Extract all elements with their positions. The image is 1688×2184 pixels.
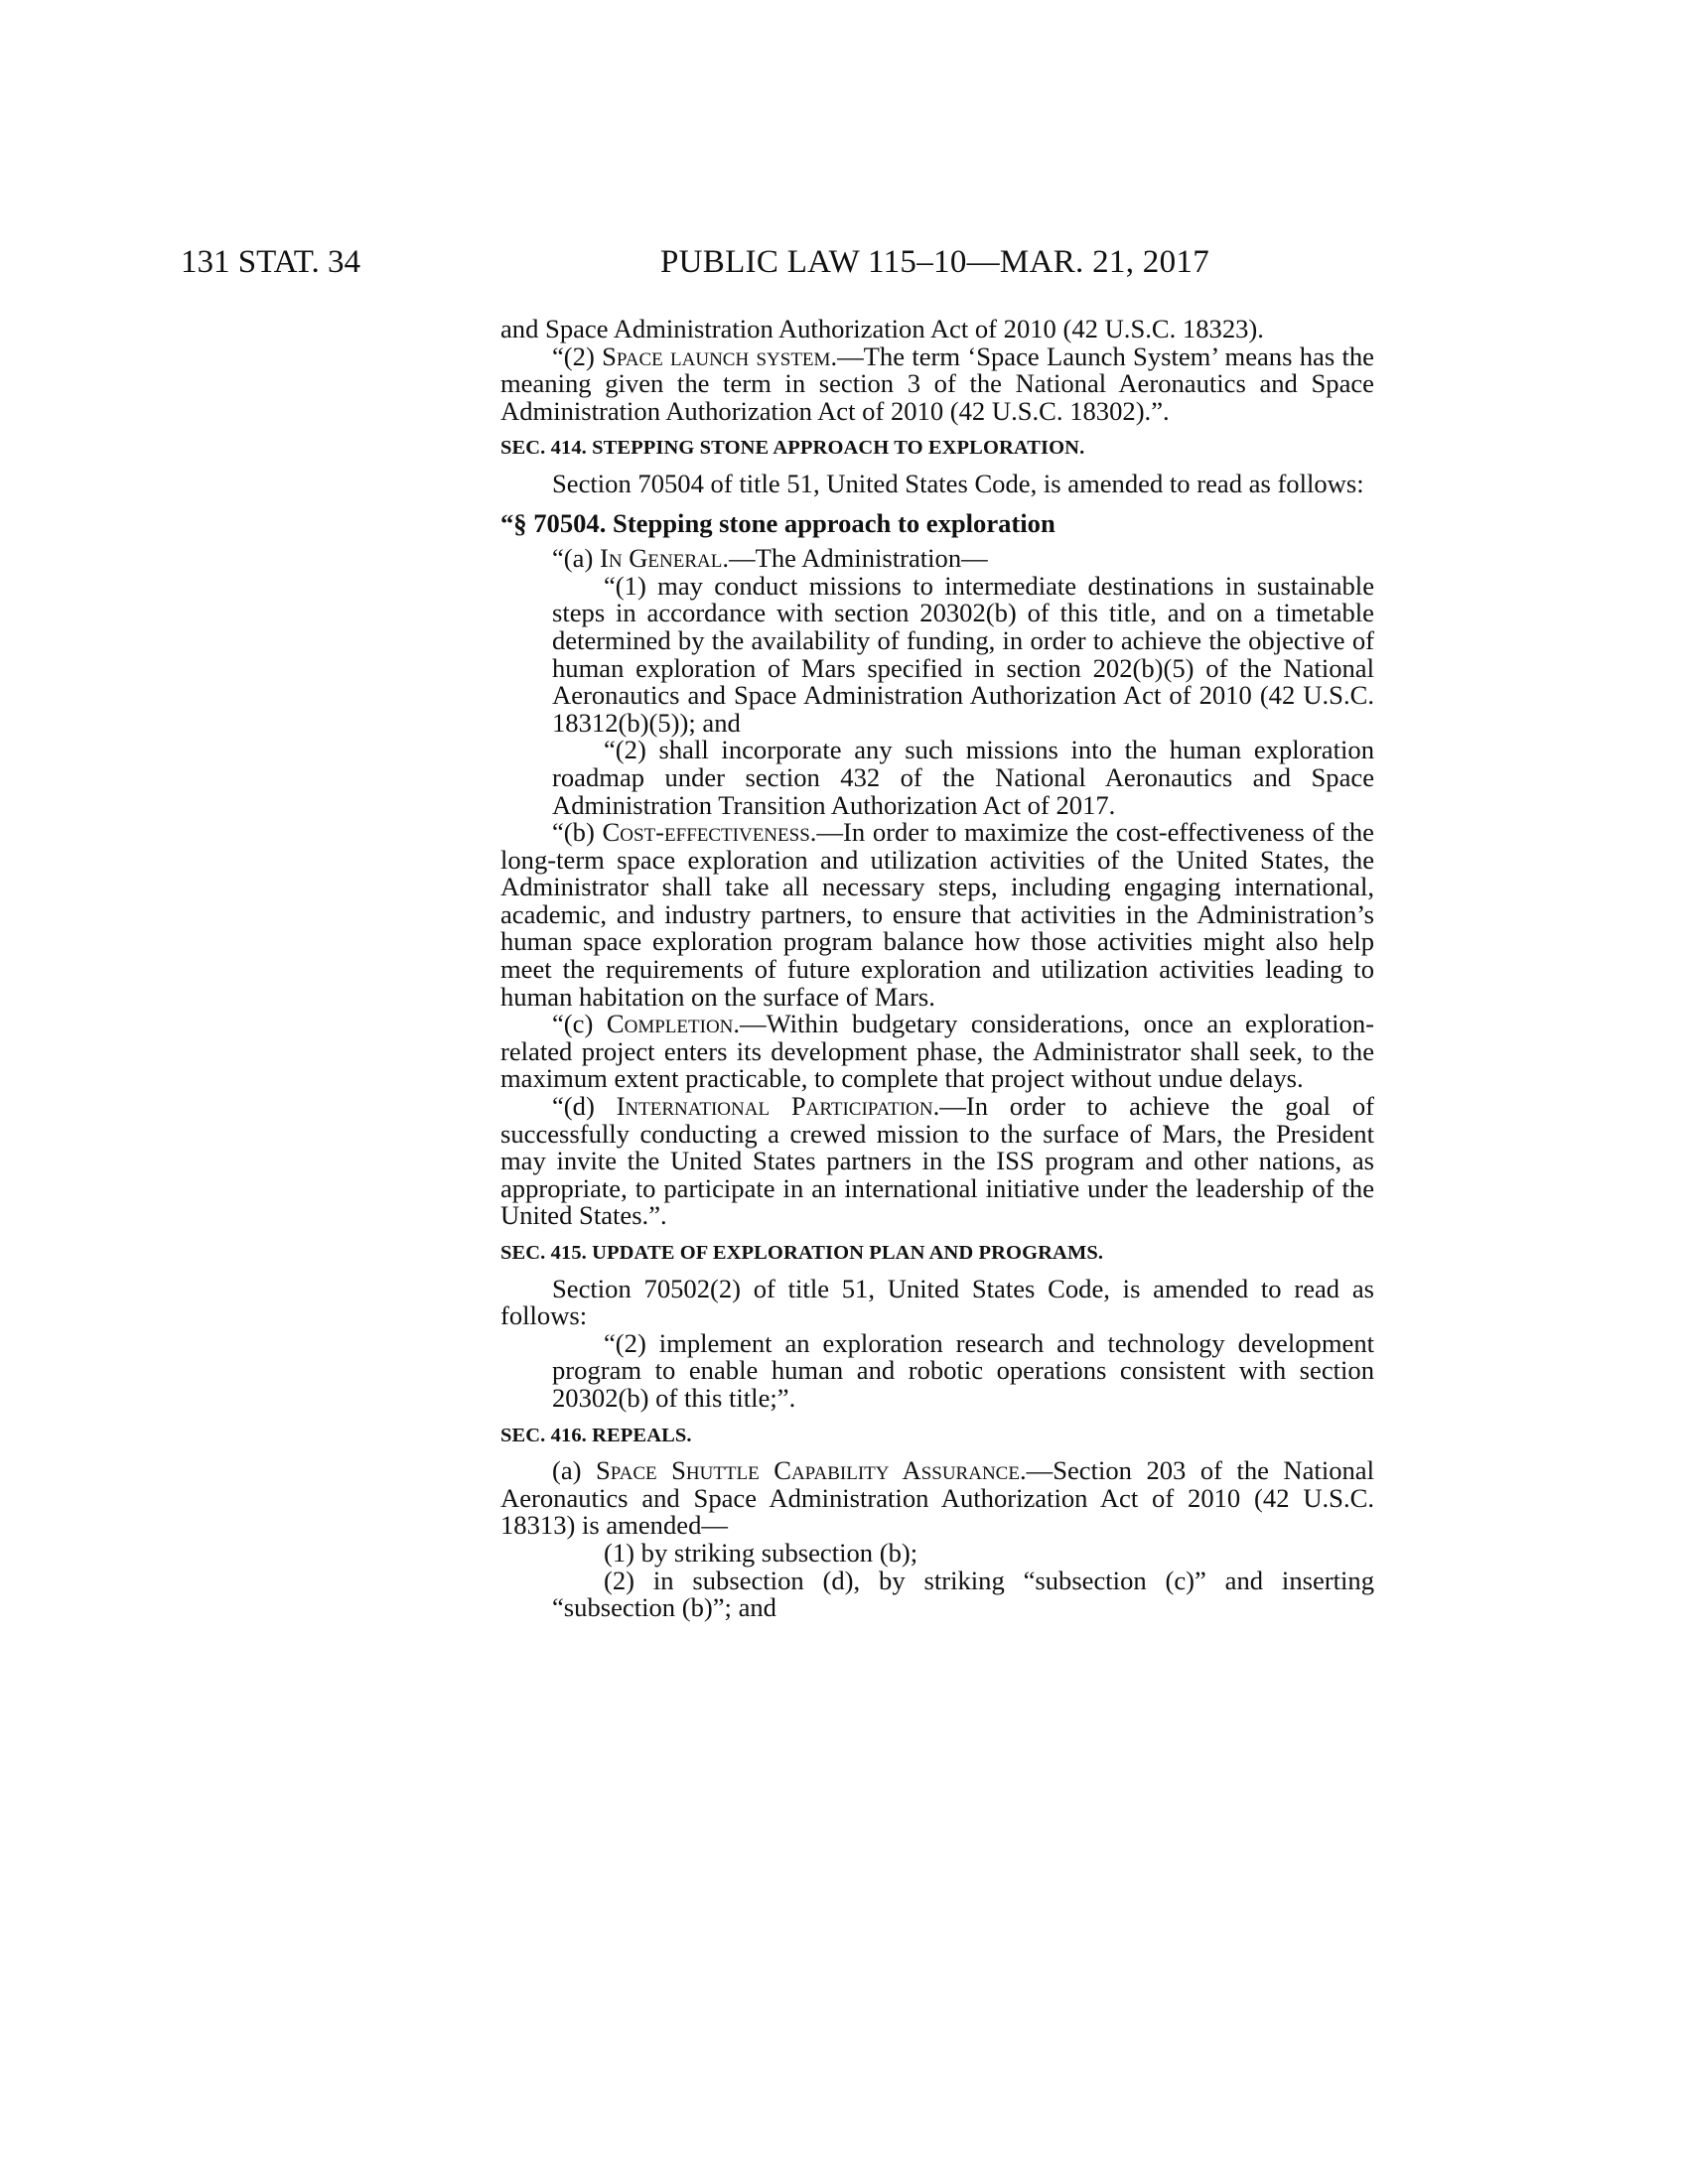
term-in-general: In General <box>599 543 723 574</box>
subsection-d: “(d) International Participation.—In order to achieve the goal of successfully conducting a crewed mission to the surface of Mars, the President may invite the United States partners in the ISS program and other nations, as appropriate, to participate in an international initiative under the leadership of the United States.”. <box>500 1091 1374 1231</box>
subsection-c: “(c) Completion.—Within budgetary considerations, once an exploration-related project enters its development phase, the Administrator shall seek, to the maximum extent practicable, to complete that project without undue delays. <box>500 1009 1375 1094</box>
statute-page-number: 131 STAT. 34 <box>181 244 361 280</box>
term-cost-effectiveness: Cost-effectiveness <box>602 817 810 848</box>
paragraph-continuation: and Space Administration Authorization Act of 2010 (42 U.S.C. 18323). <box>500 314 1264 343</box>
document-body <box>500 316 1374 1622</box>
section-heading-416: SEC. 416. REPEALS. <box>500 1424 692 1446</box>
term-international-participation: International Participation <box>616 1091 933 1122</box>
amendment-intro-415: Section 70502(2) of title 51, United States Code, is amended to read as follows: <box>500 1273 1374 1331</box>
subsection-a: “(a) In General.—The Administration— <box>552 543 988 574</box>
code-section-heading-70504: “§ 70504. Stepping stone approach to exploration <box>500 507 1055 538</box>
section-heading-414: SEC. 414. STEPPING STONE APPROACH TO EXPLORATION. <box>500 437 1085 460</box>
paragraph-416-a1: (1) by striking subsection (b); <box>604 1537 918 1568</box>
paragraph-a1: “(1) may conduct missions to intermediate destinations in sustainable steps in accordance with section 20302(b) of this title, and on a timetable determined by the availability of funding, in order to achieve the objective of human exploration of Mars specified in section 202(b)(5) of the National Aeronautics and Space Administration Authorization Act of 2010 (42 U.S.C. 18312(b)(5)); and <box>552 570 1374 738</box>
paragraph-415-2: “(2) implement an exploration research and technology development program to enable human and robotic operations consistent with section 20302(b) of this title;”. <box>552 1327 1374 1413</box>
amendment-intro-414: Section 70504 of title 51, United States Code, is amended to read as follows: <box>552 468 1364 498</box>
subsection-416-a: (a) Space Shuttle Capability Assurance.—Section 203 of the National Aeronautics and Space Administration Authorization Act of 2010 (42 U.S.C. 18313) is amended— <box>500 1455 1374 1541</box>
definition-space-launch-system: “(2) Space launch system.—The term ‘Space Launch System’ means has the meaning given the term in section 3 of the National Aeronautics and Space Administration Authorization Act of 2010 (42 U.S.C. 18302).”. <box>500 341 1374 426</box>
running-head: PUBLIC LAW 115–10—MAR. 21, 2017 <box>660 244 1210 280</box>
paragraph-416-a2: (2) in subsection (d), by striking “subsection (c)” and inserting “subsection (b)”; and <box>552 1565 1374 1623</box>
paragraph-a2: “(2) shall incorporate any such missions into the human exploration roadmap under section 432 of the National Aeronautics and Space Administration Transition Authorization Act of 2017. <box>552 735 1374 820</box>
page-header <box>0 244 1688 288</box>
term-space-shuttle-capability-assurance: Space Shuttle Capability Assurance <box>596 1455 1020 1486</box>
subsection-b: “(b) Cost-effectiveness.—In order to maximize the cost-effectiveness of the long-term space exploration and utilization activities of the United States, the Administrator shall take all necessary steps, including engaging international, academic, and industry partners, to ensure that activities in the Administration’s human space exploration program balance how those activities might also help meet the requirements of future exploration and utilization activities leading to human habitation on the surface of Mars. <box>500 817 1374 1012</box>
section-heading-415: SEC. 415. UPDATE OF EXPLORATION PLAN AND PROGRAMS. <box>500 1242 1104 1264</box>
term-completion: Completion <box>606 1009 734 1039</box>
term-space-launch-system: Space launch system <box>602 341 831 371</box>
